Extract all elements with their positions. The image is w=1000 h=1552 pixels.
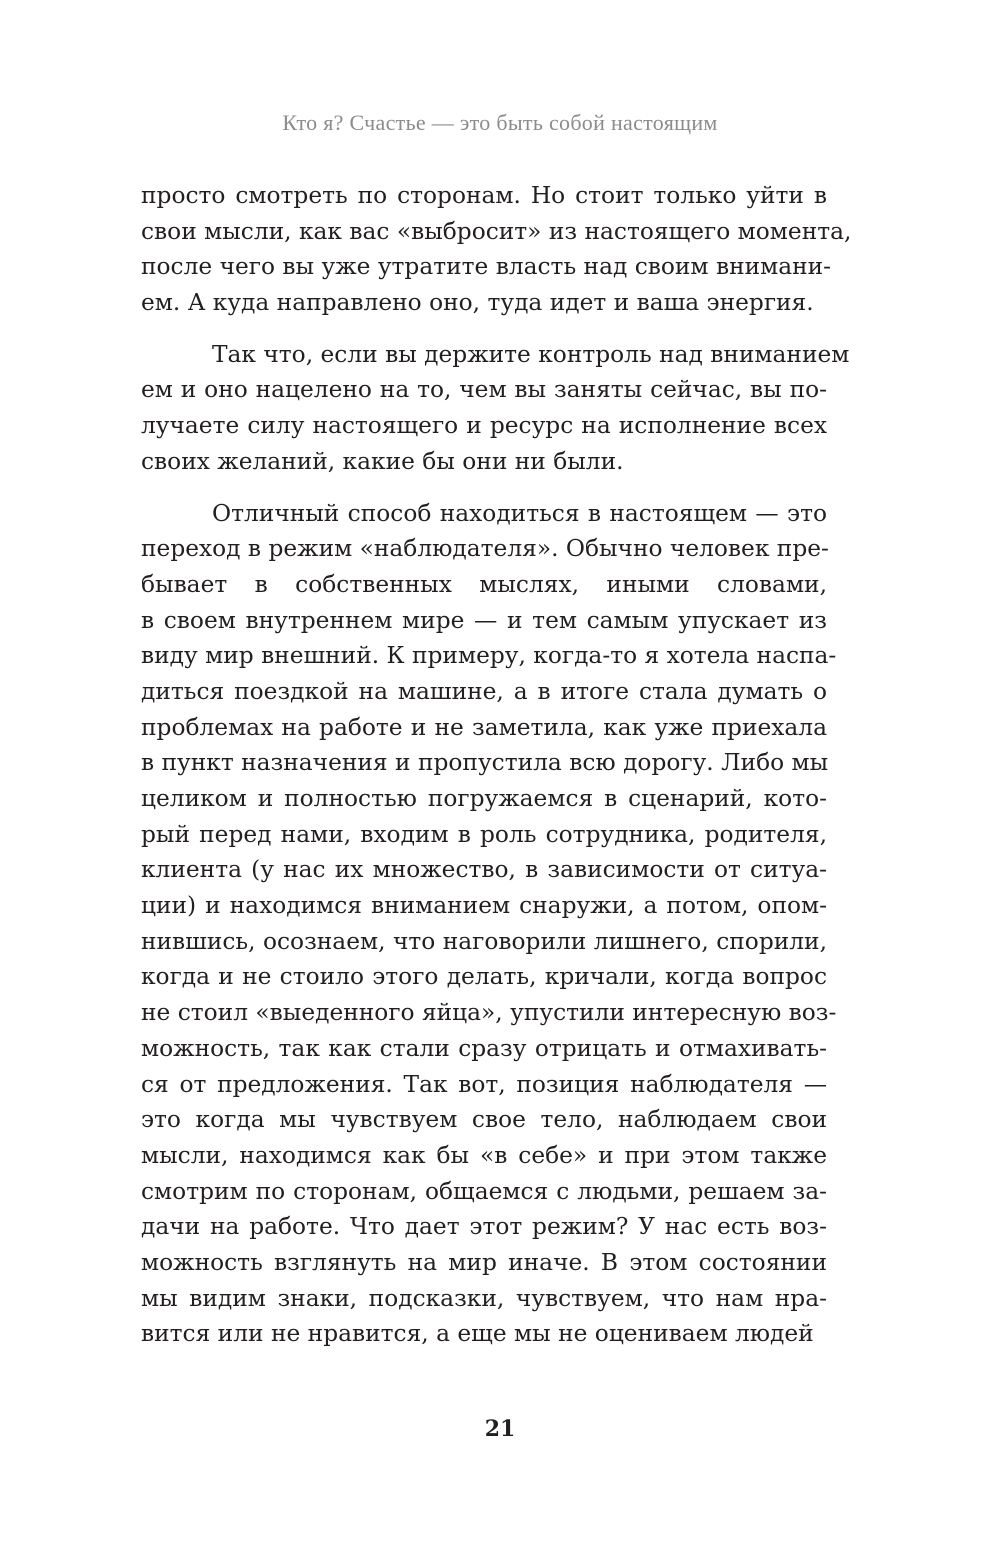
text-line: мысли, находимся как бы «в себе» и при этом также bbox=[141, 1141, 827, 1169]
text-line: проблемах на работе и не заметила, как уже приехала bbox=[141, 713, 827, 741]
text-line: клиента (у нас их множество, в зависимости от ситуа- bbox=[141, 856, 827, 884]
text-line: своих желаний, какие бы они ни были. bbox=[141, 447, 624, 475]
text-line: ции) и находимся вниманием снаружи, а потом, опом- bbox=[141, 892, 827, 920]
text-line: можность, так как стали сразу отрицать и отмахивать- bbox=[141, 1034, 827, 1062]
text-line: виду мир внешний. К примеру, когда-то я хотела наспа- bbox=[141, 642, 837, 670]
page-number: 21 bbox=[484, 1416, 516, 1442]
text-line: вится или не нравится, а еще мы не оцениваем людей bbox=[141, 1320, 814, 1348]
text-line: когда и не стоило этого делать, кричали, когда вопрос bbox=[141, 963, 827, 991]
text-line: просто смотреть по сторонам. Но стоит только уйти в bbox=[141, 182, 827, 209]
text-line: дачи на работе. Что дает этот режим? У нас есть воз- bbox=[141, 1213, 827, 1241]
text-line: в своем внутреннем мире — и тем самым упускает из bbox=[141, 606, 827, 634]
text-line: не стоил «выеденного яйца», упустили интересную воз- bbox=[141, 999, 837, 1027]
text-line: это когда мы чувствуем свое тело, наблюдаем свои bbox=[141, 1106, 827, 1134]
text-line: целиком и полностью погружаемся в сценарий, кото- bbox=[141, 785, 827, 812]
text-line: свои мысли, как вас «выбросит» из настоящего момента, bbox=[141, 217, 852, 245]
paragraph bbox=[141, 337, 850, 480]
text-line: Так что, если вы держите контроль над вниманием bbox=[212, 340, 850, 368]
paragraph bbox=[141, 496, 837, 1353]
text-line: переход в режим «наблюдателя». Обычно человек пре- bbox=[141, 535, 829, 563]
text-line: бывает в собственных мыслях, иными словами, bbox=[141, 570, 827, 598]
paragraph bbox=[141, 178, 852, 321]
text-line: в пункт назначения и пропустила всю дорогу. Либо мы bbox=[141, 749, 829, 777]
text-line: ем и оно нацелено на то, чем вы заняты сейчас, вы по- bbox=[141, 376, 827, 404]
text-line: рый перед нами, входим в роль сотрудника, родителя, bbox=[141, 820, 827, 848]
text-line: диться поездкой на машине, а в итоге стала думать о bbox=[141, 677, 827, 705]
text-line: ем. А куда направлено оно, туда идет и ваша энергия. bbox=[141, 289, 814, 317]
text-line: мы видим знаки, подсказки, чувствуем, что нам нра- bbox=[141, 1284, 827, 1312]
text-line: после чего вы уже утратите власть над своим внимани- bbox=[141, 253, 832, 281]
text-line: нившись, осознаем, что наговорили лишнего, спорили, bbox=[141, 927, 827, 955]
text-line: можность взглянуть на мир иначе. В этом состоянии bbox=[141, 1248, 827, 1276]
body-text bbox=[141, 178, 852, 1368]
text-line: ся от предложения. Так вот, позиция наблюдателя — bbox=[141, 1070, 827, 1098]
running-header: Кто я? Счастье — это быть собой настоящим bbox=[282, 110, 718, 135]
text-line: лучаете силу настоящего и ресурс на исполнение всех bbox=[141, 412, 827, 440]
text-line: Отличный способ находиться в настоящем — это bbox=[212, 499, 827, 527]
text-line: смотрим по сторонам, общаемся с людьми, решаем за- bbox=[141, 1177, 827, 1205]
